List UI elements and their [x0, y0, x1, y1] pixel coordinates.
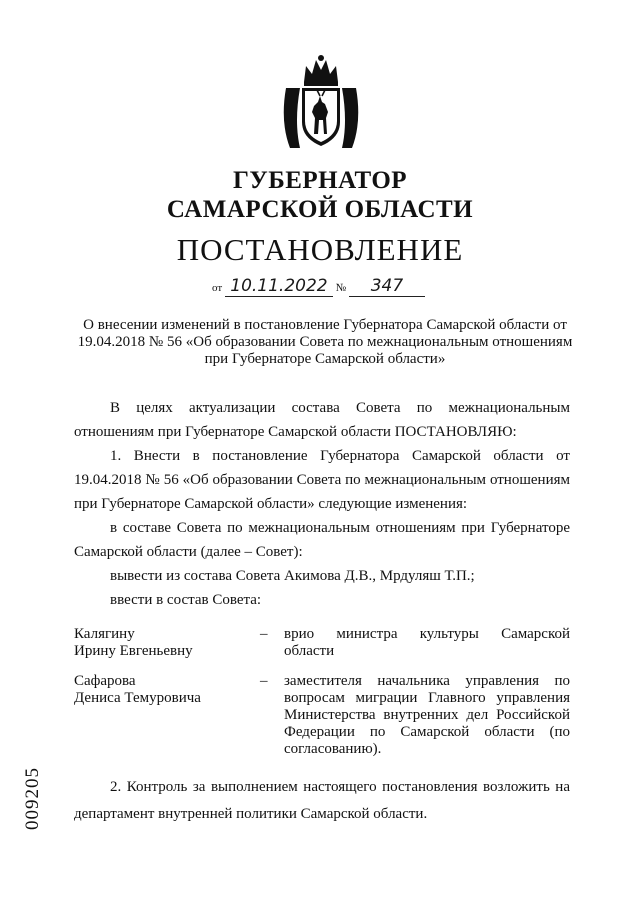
- preamble-paragraph: [74, 396, 570, 444]
- item-1-add-text: ввести в состав Совета:: [110, 592, 262, 608]
- member-2-dash: –: [260, 673, 268, 689]
- number-underline: [349, 276, 425, 297]
- item-1-council-paragraph: [74, 516, 570, 564]
- date-underline: [225, 276, 333, 297]
- member-1-surname: Калягину: [74, 626, 135, 642]
- member-1-role: врио министра культуры Самарской области: [284, 626, 570, 659]
- handwritten-date: 10.11.2022: [230, 276, 328, 296]
- date-from-label: от: [212, 282, 223, 294]
- item-1-paragraph: [74, 444, 570, 516]
- number-label: №: [335, 282, 347, 294]
- document-subject: О внесении изменений в постановление Губернатора Самарской области от 19.04.2018 № 56 «Об образовании Совета по межнациональным отношениям при Губернаторе Самарской области»: [77, 317, 573, 367]
- member-2-given-names: Дениса Темуровича: [74, 690, 201, 706]
- issuer-title-line1: ГУБЕРНАТОР: [232, 167, 408, 194]
- document-type-title: ПОСТАНОВЛЕНИЕ: [176, 232, 464, 267]
- preamble-text: В целях актуализации состава Совета по межнациональным отношениям при Губернаторе Самарской области ПОСТАНОВЛЯЮ:: [74, 400, 570, 440]
- item-2-paragraph: [74, 774, 570, 828]
- date-number-line: [212, 276, 425, 297]
- item-1-text: 1. Внести в постановление Губернатора Самарской области от 19.04.2018 № 56 «Об образовании Совета по межнациональным отношениям при Губернаторе Самарской области» следующие изменения:: [74, 448, 570, 512]
- member-2-surname: Сафарова: [74, 673, 136, 689]
- member-1-given-names: Ирину Евгеньевну: [74, 643, 193, 659]
- member-2-role: заместителя начальника управления по вопросам миграции Главного управления Министерства внутренних дел Российской Федерации по Самарской области (по согласованию).: [284, 673, 570, 757]
- coat-of-arms-emblem: [278, 52, 364, 152]
- member-2-name: [74, 673, 254, 707]
- margin-serial-number: 009205: [22, 767, 43, 830]
- item-1-remove-paragraph: [74, 564, 570, 588]
- item-1-council-text: в составе Совета по межнациональным отношениям при Губернаторе Самарской области (далее – Совет):: [74, 520, 570, 560]
- item-1-remove-text: вывести из состава Совета Акимова Д.В., Мрдуляш Т.П.;: [110, 568, 475, 584]
- item-2-text: 2. Контроль за выполнением настоящего постановления возложить на департамент внутренней политики Самарской области.: [74, 779, 570, 822]
- item-1-add-paragraph: [74, 588, 570, 612]
- member-1-dash: –: [260, 626, 268, 642]
- issuer-title-line2: САМАРСКОЙ ОБЛАСТИ: [166, 196, 474, 223]
- member-1-name: [74, 626, 254, 660]
- handwritten-number: 347: [370, 276, 404, 296]
- samara-coat-of-arms-icon: [278, 52, 364, 152]
